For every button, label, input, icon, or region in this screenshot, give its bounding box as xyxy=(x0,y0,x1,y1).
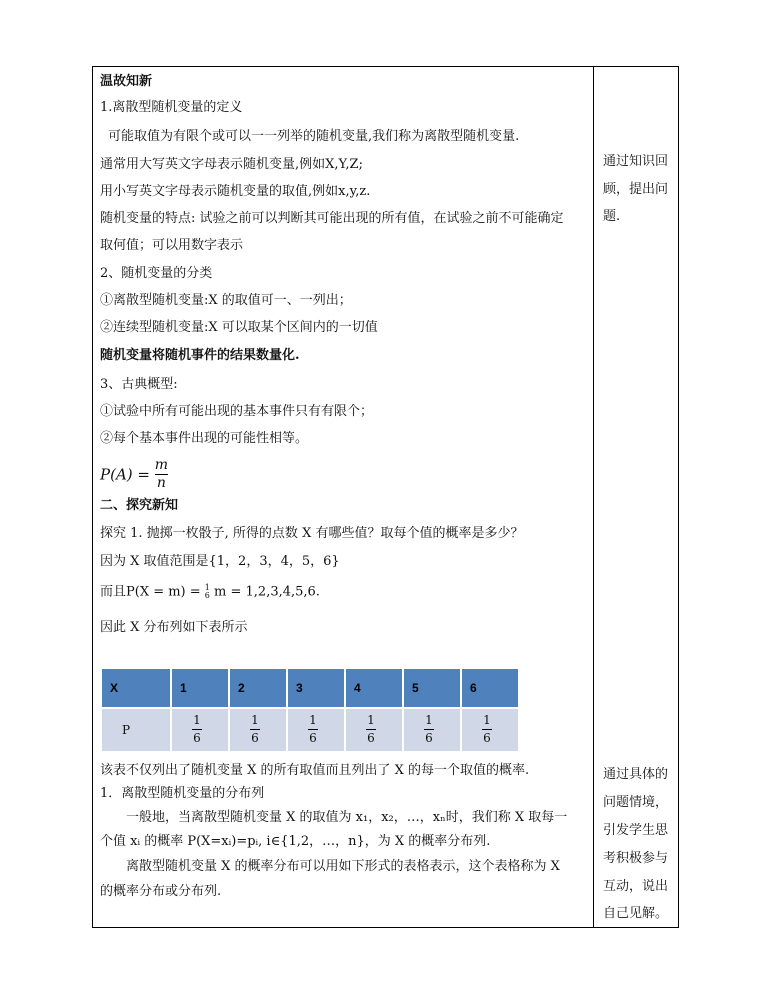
header-x-label: X xyxy=(102,669,170,707)
column-divider xyxy=(593,66,594,928)
header-value: 5 xyxy=(404,669,460,707)
section3-title: 3、古典概型: xyxy=(100,377,178,392)
explore-heading: 二、探究新知 xyxy=(100,498,179,513)
formula-numerator: m xyxy=(154,457,169,473)
side-note2-line4: 考积极参与 xyxy=(603,851,669,866)
explore-probability xyxy=(100,584,320,601)
side-note2-line6: 自己见解。 xyxy=(603,906,669,921)
section1-uppercase-note: 通常用大写英文字母表示随机变量,例如X,Y,Z; xyxy=(100,157,363,172)
prob-cell: $\frac{1}{6}$ xyxy=(346,709,402,751)
prob-cell: $\frac{1}{6}$ xyxy=(462,709,518,751)
section2-item1: ①离散型随机变量:X 的取值可一、一列出； xyxy=(100,293,352,308)
formula-denominator: n xyxy=(156,475,166,491)
prob-cell: $\frac{1}{6}$ xyxy=(288,709,344,751)
distribution-para1-line2: 个值 xᵢ 的概率 P(X=xᵢ)=pᵢ, i∈{1,2，…，n}，为 X 的概率分布列. xyxy=(100,834,491,849)
prob-cell: $\frac{1}{6}$ xyxy=(404,709,460,751)
header-value: 1 xyxy=(172,669,228,707)
side-note1-line1: 通过知识回 xyxy=(603,154,669,169)
distribution-para2-line2: 的概率分布或分布列. xyxy=(100,884,222,899)
formula-fraction xyxy=(155,458,168,491)
distribution-title: 1．离散型随机变量的分布列 xyxy=(100,786,265,801)
prob-cell: $\frac{1}{6}$ xyxy=(230,709,286,751)
header-value: 2 xyxy=(230,669,286,707)
probability-denominator: 6 xyxy=(204,591,210,600)
header-value: 3 xyxy=(288,669,344,707)
classical-probability-formula xyxy=(100,458,168,491)
table-explanation: 该表不仅列出了随机变量 X 的所有取值而且列出了 X 的每一个取值的概率. xyxy=(100,763,530,778)
side-note2-line1: 通过具体的 xyxy=(603,767,669,782)
section1-definition: 可能取值为有限个或可以一一列举的随机变量,我们称为离散型随机变量. xyxy=(108,129,520,144)
section3-item1: ①试验中所有可能出现的基本事件只有有限个； xyxy=(100,404,374,419)
side-note2-line2: 问题情境， xyxy=(603,795,669,810)
section1-feature-line2: 取何值；可以用数字表示 xyxy=(100,238,244,253)
probability-prefix: 而且P(X = m) = xyxy=(100,584,201,600)
header-value: 6 xyxy=(462,669,518,707)
distribution-para1-line1: 一般地，当离散型随机变量 X 的取值为 x₁，x₂，…，xₙ时，我们称 X 取每一 xyxy=(126,810,568,825)
side-note2-line3: 引发学生思 xyxy=(603,823,669,838)
section1-title: 1.离散型随机变量的定义 xyxy=(100,100,243,115)
probability-fraction xyxy=(205,584,210,600)
explore-range: 因为 X 取值范围是{1，2，3，4，5，6} xyxy=(100,554,340,569)
side-note2-line5: 互动，说出 xyxy=(603,879,669,894)
distribution-table xyxy=(100,667,520,753)
probability-suffix: m = 1,2,3,4,5,6. xyxy=(214,584,320,600)
probability-numerator: 1 xyxy=(204,583,210,592)
explore-question: 探究 1. 抛掷一枚骰子, 所得的点数 X 有哪些值？取每个值的概率是多少？ xyxy=(100,526,524,541)
table-probability-row xyxy=(102,709,518,751)
formula-lhs: P(A) = xyxy=(100,465,150,484)
table-intro: 因此 X 分布列如下表所示 xyxy=(100,620,248,635)
review-heading: 温故知新 xyxy=(100,74,153,89)
section3-item2: ②每个基本事件出现的可能性相等。 xyxy=(100,431,309,446)
distribution-para2-line1: 离散型随机变量 X 的概率分布可以用如下形式的表格表示，这个表格称为 X xyxy=(126,859,560,874)
section2-item2: ②连续型随机变量:X 可以取某个区间内的一切值 xyxy=(100,320,378,335)
prob-cell: $\frac{1}{6}$ xyxy=(172,709,228,751)
section1-feature-line1: 随机变量的特点: 试验之前可以判断其可能出现的所有值，在试验之前不可能确定 xyxy=(100,211,564,226)
section2-emphasis: 随机变量将随机事件的结果数量化. xyxy=(100,348,300,363)
section2-title: 2、随机变量的分类 xyxy=(100,266,213,281)
table-header-row xyxy=(102,669,518,707)
row-p-label: P xyxy=(102,709,170,751)
section1-lowercase-note: 用小写英文字母表示随机变量的取值,例如x,y,z. xyxy=(100,184,371,199)
side-note1-line3: 题. xyxy=(603,209,621,224)
header-value: 4 xyxy=(346,669,402,707)
side-note1-line2: 顾，提出问 xyxy=(603,182,669,197)
